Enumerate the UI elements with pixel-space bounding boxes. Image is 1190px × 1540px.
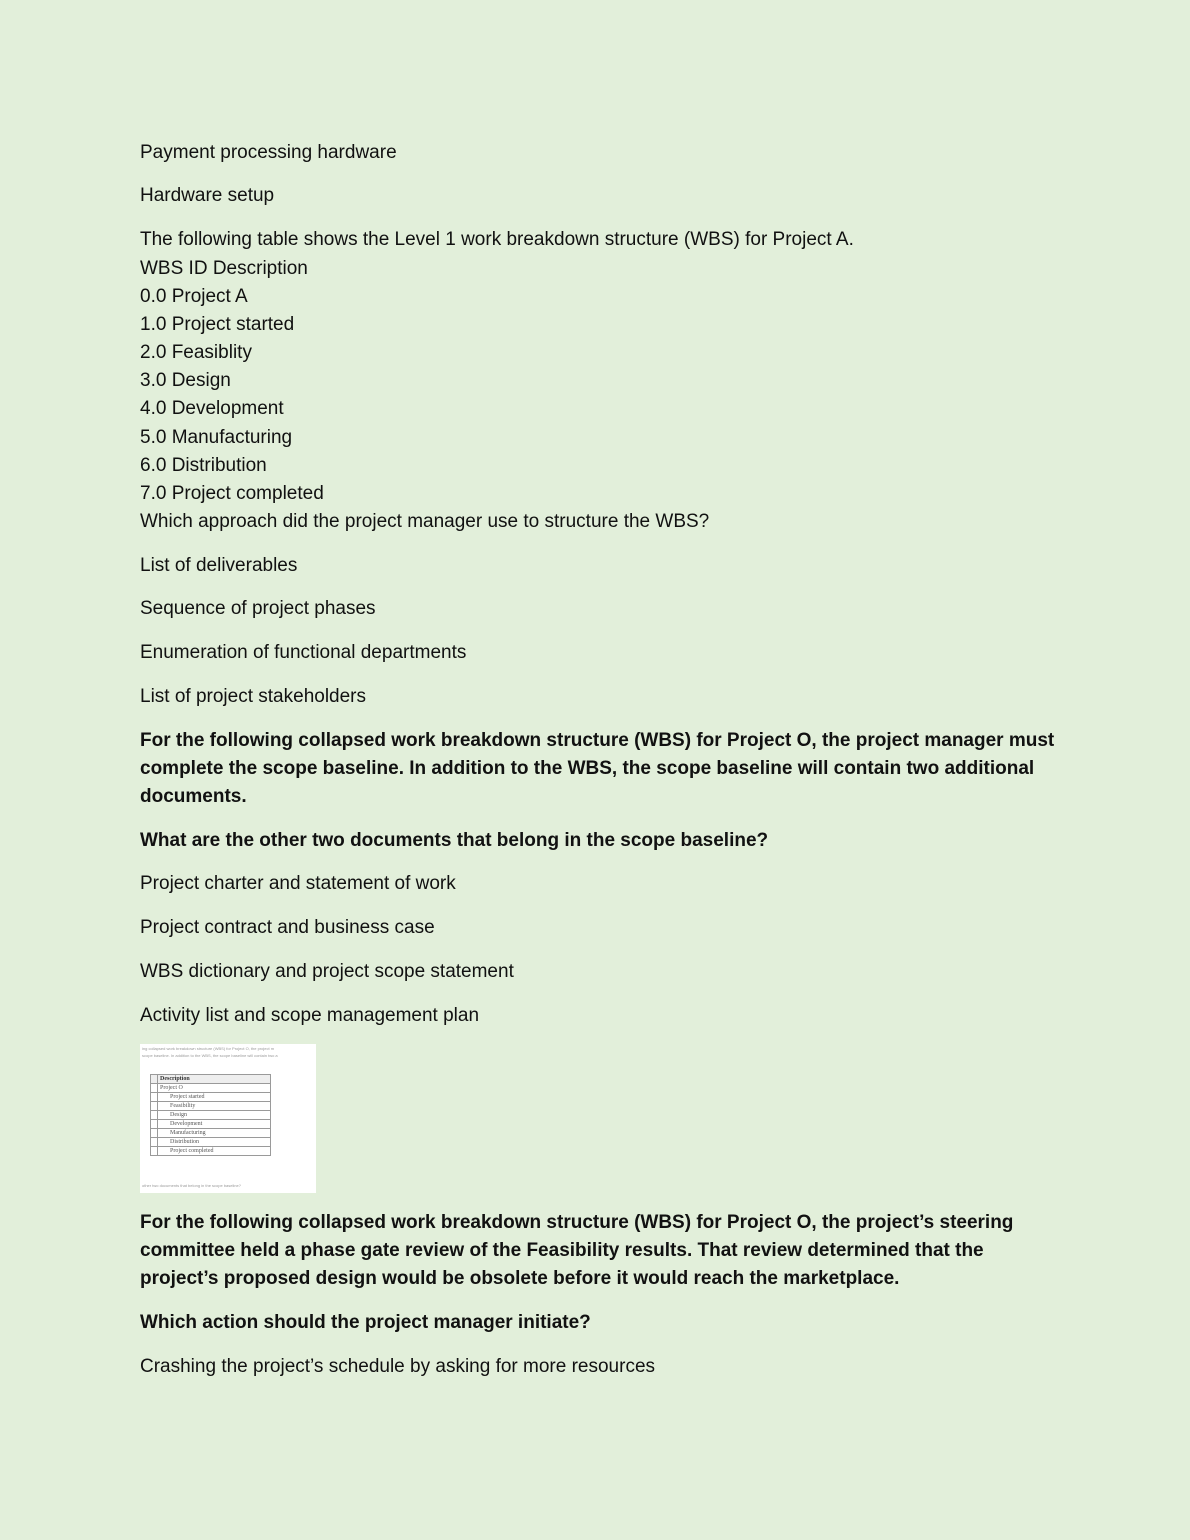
table-cell: Project completed xyxy=(158,1147,271,1156)
question-text: What are the other two documents that belong in the scope baseline? xyxy=(140,830,769,851)
answer-option: Activity list and scope management plan xyxy=(140,1005,480,1026)
table-header: Description xyxy=(158,1075,271,1084)
table-cell: Distribution xyxy=(158,1138,271,1147)
question-stem: For the following collapsed work breakdown structure (WBS) for Project O, the project manager must complete the scope baseline. In addition to the WBS, the scope baseline will contain two additional documents. xyxy=(140,730,1055,807)
answer-option: Project charter and statement of work xyxy=(140,873,456,894)
wbs-row: 2.0 Feasiblity xyxy=(140,342,252,363)
table-cell: Manufacturing xyxy=(158,1129,271,1138)
answer-option: WBS dictionary and project scope statement xyxy=(140,961,514,982)
answer-option: Sequence of project phases xyxy=(140,598,376,619)
wbs-row: 5.0 Manufacturing xyxy=(140,427,293,448)
table-cell: Feasibility xyxy=(158,1102,271,1111)
wbs-row: 7.0 Project completed xyxy=(140,483,324,504)
answer-option: List of project stakeholders xyxy=(140,686,367,707)
wbs-table-header: WBS ID Description xyxy=(140,258,308,279)
wbs-thumbnail-image xyxy=(140,1044,316,1193)
answer-option: Hardware setup xyxy=(140,185,275,206)
table-cell: Project O xyxy=(158,1084,271,1093)
table-cell: Project started xyxy=(158,1093,271,1102)
answer-option: Payment processing hardware xyxy=(140,142,397,163)
table-cell: Development xyxy=(158,1120,271,1129)
answer-option: Enumeration of functional departments xyxy=(140,642,467,663)
question-text: Which action should the project manager initiate? xyxy=(140,1312,591,1333)
wbs-row: 4.0 Development xyxy=(140,398,284,419)
thumbnail-caption: ing collapsed work breakdown structure (WBS) for Project O, the project m xyxy=(142,1046,275,1051)
thumbnail-caption: other two documents that belong in the scope baseline? xyxy=(142,1183,241,1188)
wbs-row: 3.0 Design xyxy=(140,370,231,391)
thumbnail-caption: scope baseline. In addition to the WBS, the scope baseline will contain two a xyxy=(142,1053,278,1058)
wbs-row: 1.0 Project started xyxy=(140,314,295,335)
question-text: Which approach did the project manager use to structure the WBS? xyxy=(140,511,710,532)
answer-option: Project contract and business case xyxy=(140,917,435,938)
answer-option: Crashing the project’s schedule by asking for more resources xyxy=(140,1356,656,1377)
wbs-thumbnail-table xyxy=(150,1074,271,1156)
question-stem: For the following collapsed work breakdown structure (WBS) for Project O, the project’s steering committee held a phase gate review of the Feasibility results. That review determined that the project’s proposed design would be obsolete before it would reach the marketplace. xyxy=(140,1212,1014,1289)
answer-option: List of deliverables xyxy=(140,555,298,576)
wbs-row: 0.0 Project A xyxy=(140,286,248,307)
question-intro: The following table shows the Level 1 work breakdown structure (WBS) for Project A. xyxy=(140,229,854,250)
wbs-row: 6.0 Distribution xyxy=(140,455,267,476)
table-cell: Design xyxy=(158,1111,271,1120)
